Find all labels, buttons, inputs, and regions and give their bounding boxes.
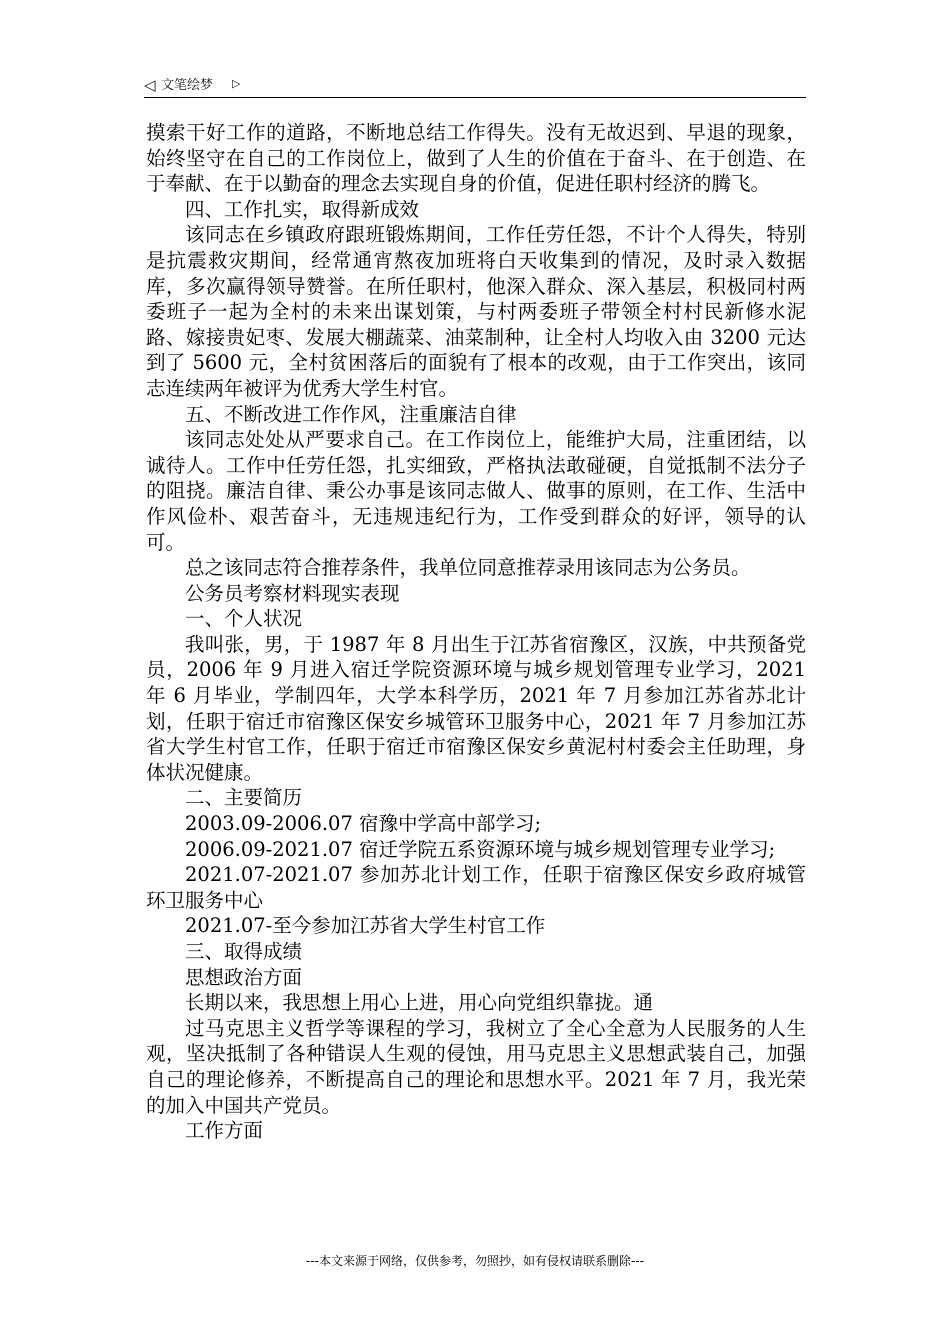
resume-entry: 2003.09-2006.07 宿豫中学高中部学习; [185, 812, 542, 836]
paragraph: 摸索干好工作的道路，不断地总结工作得失。没有无故迟到、早退的现象，始终坚守在自己的工作岗位上，做到了人生的价值在于奋斗、在于创造、在于奉献、在于以勤奋的理念去实现自身的价值，促进任职村经济的腾飞。 [146, 121, 806, 196]
section-heading: 一、个人状况 [185, 607, 303, 631]
paragraph: 该同志处处从严要求自己。在工作岗位上，能维护大局，注重团结，以诚待人。工作中任劳任怨，扎实细致，严格执法敢碰硬，自觉抵制不法分子的阻挠。廉洁自律、秉公办事是该同志做人、做事的原则，在工作、生活中作风俭朴、艰苦奋斗，无违规违纪行为，工作受到群众的好评，领导的认可。 [146, 428, 806, 554]
section-heading: 五、不断改进工作作风，注重廉洁自律 [185, 402, 517, 426]
subsection-heading: 思想政治方面 [185, 965, 303, 989]
page-footer: ---本文来源于网络，仅供参考，勿照抄，如有侵权请联系删除--- [306, 1254, 644, 1268]
left-triangle-icon: ◁ [144, 76, 156, 94]
paragraph: 过马克思主义哲学等课程的学习，我树立了全心全意为人民服务的人生观，坚决抵制了各种错误人生观的侵蚀，用马克思主义思想武装自己，加强自己的理论修养，不断提高自己的理论和思想水平。2021 年 7 月，我光荣的加入中国共产党员。 [146, 1016, 806, 1117]
section-heading: 三、取得成绩 [185, 940, 303, 963]
right-triangle-icon: ▷ [232, 77, 241, 90]
paragraph: 我叫张，男，于 1987 年 8 月出生于江苏省宿豫区，汉族，中共预备党员，2006 年 9 月进入宿迁学院资源环境与城乡规划管理专业学习，2021 年 6 月毕业，学制四年，大学本科学历，2021 年 7 月参加江苏省苏北计划，任职于宿迁市宿豫区保安乡城管环卫服务中心，2021 年 7 月参加江苏省大学生村官工作，任职于宿迁市宿豫区保安乡黄泥村村委会主任助理，身体状况健康。 [146, 632, 806, 784]
resume-entry: 2006.09-2021.07 宿迁学院五系资源环境与城乡规划管理专业学习; [185, 837, 776, 861]
paragraph: 总之该同志符合推荐条件，我单位同意推荐录用该同志为公务员。 [185, 556, 751, 580]
section-heading: 二、主要简历 [185, 786, 303, 810]
page-header [144, 74, 806, 98]
document-title: 公务员考察材料现实表现 [185, 581, 400, 605]
resume-entry: 2021.07-至今参加江苏省大学生村官工作 [185, 914, 546, 938]
document-body [146, 120, 806, 1144]
header-divider [144, 97, 806, 98]
resume-entry: 2021.07-2021.07 参加苏北计划工作，任职于宿豫区保安乡政府城管环卫服务中心 [146, 863, 806, 912]
subsection-heading: 工作方面 [185, 1119, 264, 1143]
paragraph: 长期以来，我思想上用心上进，用心向党组织靠拢。通 [185, 991, 654, 1015]
paragraph: 该同志在乡镇政府跟班锻炼期间，工作任劳任怨，不计个人得失，特别是抗震救灾期间，经常通宵熬夜加班将白天收集到的情况，及时录入数据库，多次赢得领导赞誉。在所任职村，他深入群众、深入基层，积极同村两委班子一起为全村的未来出谋划策，与村两委班子带领全村村民新修水泥路、嫁接贵妃枣、发展大棚蔬菜、油菜制种，让全村人均收入由 3200 元达到了 5600 元，全村贫困落后的面貌有了根本的改观，由于工作突出，该同志连续两年被评为优秀大学生村官。 [146, 223, 806, 400]
header-title: 文笔绘梦 [161, 78, 214, 93]
section-heading: 四、工作扎实，取得新成效 [185, 197, 420, 221]
